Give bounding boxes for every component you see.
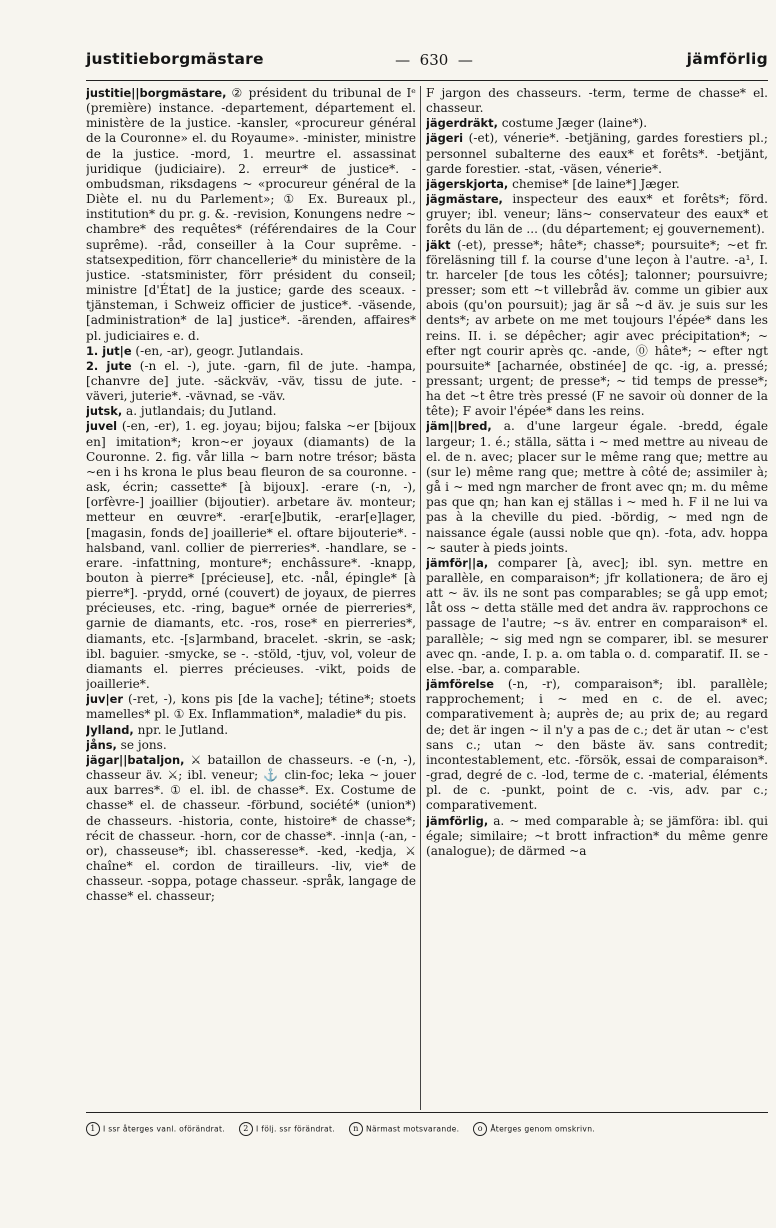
entry-lemma: 1. jut|e bbox=[86, 343, 132, 358]
dictionary-entry bbox=[86, 723, 416, 738]
right-column bbox=[426, 86, 768, 1110]
entry-lemma: jägerdräkt, bbox=[426, 116, 498, 131]
footnote bbox=[349, 1122, 459, 1136]
header-rule bbox=[86, 80, 768, 81]
footnote-text: Närmast motsvarande. bbox=[365, 1124, 460, 1134]
running-headword-left: justitieborgmästare bbox=[86, 50, 264, 68]
entry-lemma: jämförelse bbox=[426, 677, 494, 692]
dictionary-entry bbox=[426, 556, 768, 677]
entry-definition: (-et), vénerie*. -betjäning, gardes forestiers pl.; personnel subalterne des eaux* et forêts*. -betjänt, garde forestier. -stat, -väsen, vénerie*. bbox=[426, 131, 768, 176]
page-number-value: 630 bbox=[419, 51, 449, 69]
footnote-mark: 2 bbox=[239, 1122, 253, 1136]
entry-definition: a. jutlandais; du Jutland. bbox=[122, 404, 277, 419]
entry-definition: inspecteur des eaux* et forêts*; förd. gruyer; ibl. veneur; läns~ conservateur des eaux* et forêts du län de ... (du département; ej gouvernement). bbox=[426, 192, 768, 237]
entry-definition: (-et), presse*; hâte*; chasse*; poursuite*; ~et fr. föreläsning till f. la course d'une leçon à l'autre. -a¹, I. tr. harceler [de tous les côtés]; talonner; poursuivre; presser; som ett ~t villebråd äv. comme un gibier aux abois (qu'on poursuit); jag är så ~d äv. je suis sur les dents*; av arbete on me met toujours l'épée* dans les reins. II. i. se dépêcher; agir avec précipitation*; ~ efter ngt courir après qc. -ande, ⓪ hâte*; ~ efter ngt poursuite* [acharnée, obstinée] de qc. -ig, a. pressé; pressant; urgent; de presse*; ~ tid temps de presse*; ha det ~t être très pressé (F ne savoir où donner de la tête); F avoir l'épée* dans les reins. bbox=[426, 237, 768, 419]
entry-definition: (-ret, -), kons pis [de la vache]; tétine*; stoets mamelles* pl. ① Ex. Inflammation*, maladie* du pis. bbox=[86, 692, 416, 722]
dictionary-entry bbox=[426, 116, 768, 131]
entry-definition: (-en, -ar), geogr. Jutlandais. bbox=[131, 343, 304, 358]
footnote-mark: o bbox=[473, 1122, 487, 1136]
entry-definition: chemise* [de laine*] Jæger. bbox=[508, 176, 680, 191]
entry-definition: (-n, -r), comparaison*; ibl. parallèle; rapprochement; i ~ med en c. de el. avec; comparativement à; auprès de; au prix de; au regard de; det är ingen ~ il n'y a pas de c.; det är utan ~ c'est sans c.; utan ~ den bäste äv. sans contredit; incontestablement, etc. -försök, essai de comparaison*. -grad, degré de c. -lod, terme de c. -material, éléments pl. de c. -punkt, point de c. -vis, adv. par c.; comparativement. bbox=[426, 677, 768, 813]
entry-definition: npr. le Jutland. bbox=[133, 722, 229, 737]
entry-definition: (-en, -er), 1. eg. joyau; bijou; falska ~er [bijoux en] imitation*; kron~er joyaux (diamants) de la Couronne. 2. fig. vår lilla ~ barn notre trésor; bästa ~en i hs krona le plus beau fleuron de sa couronne. -ask, écrin; cassette* [à bijoux]. -erare (-n, -), [orfèvre-] joaillier (bijoutier). arbetare äv. monteur; metteur en œuvre*. -erar[e]butik, -erar[e]lager, [magasin, fonds de] joaillerie* el. oftare bijouterie*. -halsband, vanl. collier de pierreries*. -handlare, se -erare. -infattning, monture*; enchâssure*. -knapp, bouton à pierre* [précieuse], etc. -nål, épingle* [à pierre*]. -prydd, orné (couvert) de joyaux, de pierres précieuses, etc. -ring, bague* ornée de pierreries*, garnie de diamants, etc. -ros, rose* en pierreries*, diamants, etc. -[s]armband, bracelet. -skrin, se -ask; ibl. baguier. -smycke, se -. -stöld, -tjuv, vol, voleur de diamants el. pierres précieuses. -vikt, poids de joaillerie*. bbox=[86, 419, 416, 692]
entry-definition: se jons. bbox=[116, 737, 167, 752]
footnote-rule bbox=[86, 1112, 768, 1113]
entry-lemma: Jylland, bbox=[86, 722, 134, 737]
dictionary-entry bbox=[86, 359, 416, 404]
dictionary-entry bbox=[86, 344, 416, 359]
dictionary-entry bbox=[86, 692, 416, 722]
footnote-text: Återges genom omskrivn. bbox=[490, 1124, 596, 1134]
running-headword-right: jämförlig bbox=[686, 50, 768, 68]
page-header bbox=[86, 50, 768, 76]
footnote bbox=[86, 1122, 225, 1136]
entry-lemma: jämför||a, bbox=[426, 555, 489, 570]
dictionary-entry bbox=[426, 677, 768, 813]
entry-definition: (-n el. -), jute. -garn, fil de jute. -hampa, [chanvre de] jute. -säckväv, -väv, tissu de jute. -väveri, juterie*. -vävnad, se -väv. bbox=[86, 358, 416, 404]
dictionary-entry bbox=[426, 192, 768, 237]
footnote bbox=[239, 1122, 335, 1136]
dictionary-entry bbox=[86, 86, 416, 344]
entry-lemma: jägmästare, bbox=[426, 192, 503, 207]
entry-lemma: jämförlig, bbox=[426, 813, 489, 828]
entry-definition: a. ~ med comparable à; se jämföra: ibl. qui égale; similaire; ~t brott infraction* du même genre (analogue); de därmed ~a bbox=[426, 813, 768, 858]
entry-definition: a. d'une largeur égale. -bredd, égale largeur; 1. é.; ställa, sätta i ~ med mettre au niveau de el. de n. avec; placer sur le même rang que; mettre au (sur le) même rang que; mettre à côté de; assimiler à; gå i ~ med ngn marcher de front avec qn; m. du même pas que qn; han kan ej ställas i ~ med h. F il ne lui va pas à la cheville du pied. -bördig, ~ med ngn de naissance égale (aussi noble que qn). -fota, adv. hoppa ~ sauter à pieds joints. bbox=[426, 419, 768, 555]
dictionary-entry bbox=[426, 131, 768, 176]
dictionary-entry bbox=[426, 86, 768, 116]
entry-lemma: jägerskjorta, bbox=[426, 176, 509, 191]
entry-lemma: jutsk, bbox=[86, 404, 123, 419]
column-divider bbox=[420, 86, 421, 1110]
entry-definition: ⚔ bataillon de chasseurs. -e (-n, -), chasseur äv. ⚔; ibl. veneur; ⚓ clin-foc; leka ~ jouer aux barres*. ① el. ibl. de chasse*. Ex. Costume de chasse* el. de chasseur. -förbund, société* (union*) de chasseurs. -historia, conte, histoire* de chasse*; récit de chasseur. -horn, cor de chasse*. -inn|a (-an, -or), chasseuse*; ibl. chasseresse*. -ked, -kedja, ⚔ chaîne* el. cordon de tirailleurs. -liv, vie* de chasseur. -soppa, potage chasseur. -språk, langage de chasse* el. chasseur; bbox=[86, 752, 416, 904]
entry-lemma: juv|er bbox=[86, 692, 123, 707]
dictionary-entry bbox=[426, 419, 768, 555]
entry-lemma: jåns, bbox=[86, 737, 117, 752]
dictionary-entry bbox=[426, 814, 768, 859]
footnote-text: I följ. ssr förändrat. bbox=[256, 1124, 335, 1134]
entry-lemma: jäm||bred, bbox=[426, 419, 492, 434]
left-column bbox=[86, 86, 416, 1110]
dictionary-entry bbox=[426, 177, 768, 192]
entry-definition: F jargon des chasseurs. -term, terme de chasse* el. chasseur. bbox=[426, 86, 768, 116]
dictionary-entry bbox=[86, 738, 416, 753]
entry-lemma: jägeri bbox=[426, 131, 463, 146]
dictionary-entry bbox=[426, 238, 768, 420]
dictionary-entry bbox=[86, 753, 416, 905]
entry-lemma: justitie||borgmästare, bbox=[86, 86, 227, 100]
footnote bbox=[473, 1122, 595, 1136]
footnote-mark: 1 bbox=[86, 1122, 100, 1136]
entry-lemma: 2. jute bbox=[86, 358, 132, 373]
entry-lemma: jägar||bataljon, bbox=[86, 752, 185, 767]
dictionary-entry bbox=[86, 419, 416, 692]
entry-definition: costume Jæger (laine*). bbox=[497, 116, 648, 131]
entry-lemma: jäkt bbox=[426, 237, 451, 252]
footnotes bbox=[86, 1122, 768, 1140]
page-number: — 630 — bbox=[395, 51, 473, 69]
entry-definition: comparer [à, avec]; ibl. syn. mettre en parallèle, en comparaison*; jfr kollationera; de äro ej att ~ äv. ils ne sont pas comparables; se gå upp emot; låt oss ~ detta ställe med det andra äv. rapprochons ce passage de l'autre; ~s äv. entrer en comparaison* el. parallèle; ~ sig med ngn se comparer, ibl. se mesurer avec qn. -ande, I. p. a. om tabla o. d. comparatif. II. se -else. -bar, a. comparable. bbox=[426, 555, 768, 676]
entry-lemma: juvel bbox=[86, 419, 118, 434]
entry-definition: ② président du tribunal de Iᵉ (première) instance. -departement, département el. ministère de la justice. -kansler, «procureur général de la Couronne» el. du Royaume». -minister, ministre de la justice. -mord, 1. meurtre el. assassinat juridique (judiciaire). 2. erreur* de justice*. -ombudsman, riksdagens ~ «procureur général de la Diète el. nu du Parlement»; ① Ex. Bureaux pl., institution* du pr. g. &. -revision, Konungens nedre ~ chambre* des requêtes* (référendaires de la Cour suprême). -råd, conseiller à la Cour suprême. -statsexpedition, förr chancellerie* du ministère de la justice. -statsminister, förr président du conseil; ministre [d'État] de la justice; garde des sceaux. -tjänsteman, i Schweiz officier de justice*. -väsende, [administration* de la] justice*. -ärenden, affaires* pl. judiciaires e. d. bbox=[86, 86, 416, 343]
dictionary-entry bbox=[86, 404, 416, 419]
footnote-text: I ssr återges vanl. oförändrat. bbox=[103, 1124, 225, 1134]
footnote-mark: n bbox=[349, 1122, 363, 1136]
